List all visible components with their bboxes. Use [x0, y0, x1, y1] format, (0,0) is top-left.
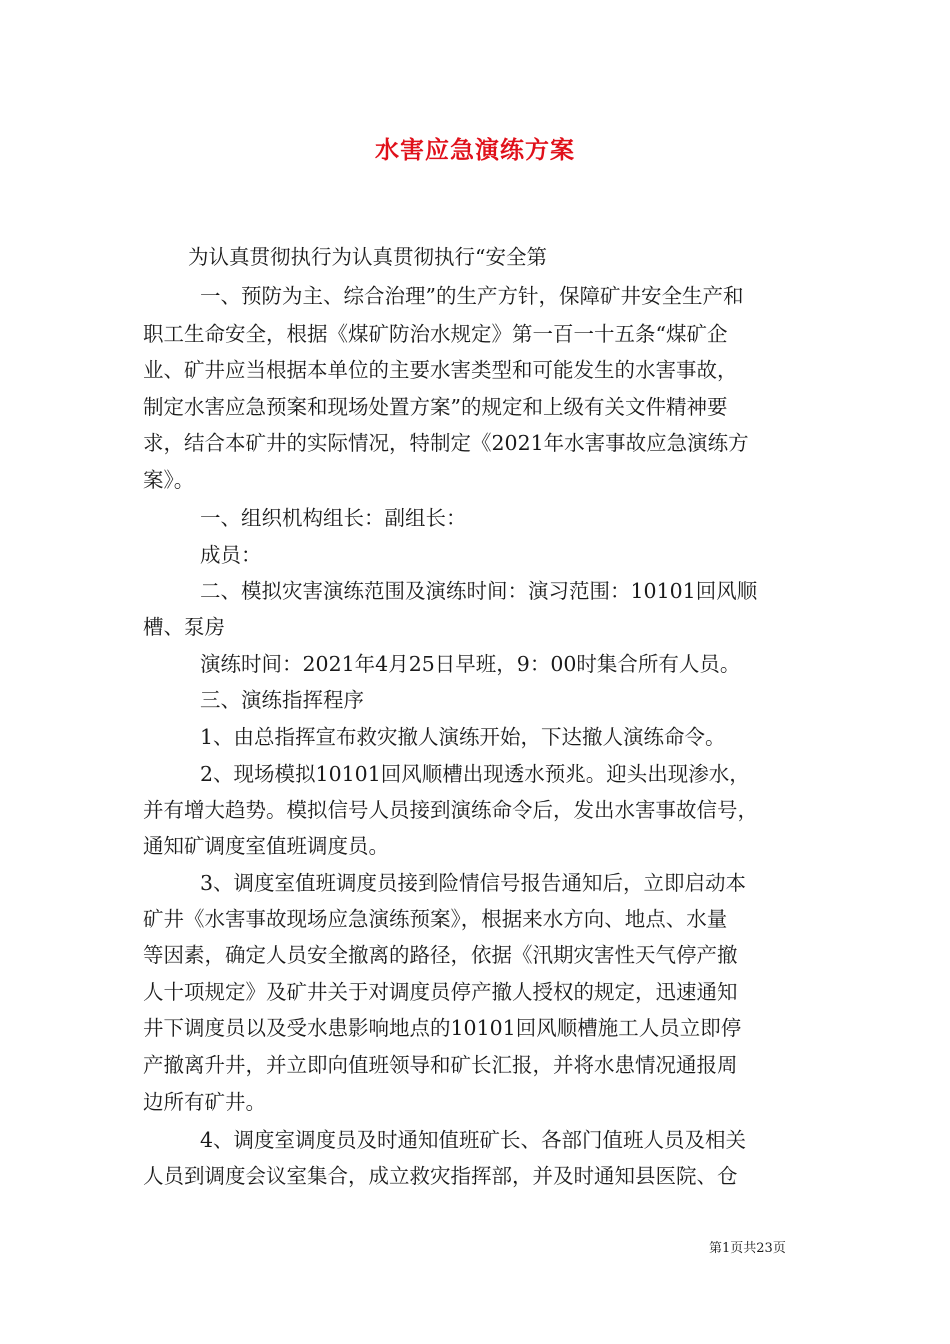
body-line: 产撤离升井，并立即向值班领导和矿长汇报，并将水患情况通报周 [143, 1053, 738, 1077]
body-line: 制定水害应急预案和现场处置方案”的规定和上级有关文件精神要 [143, 395, 728, 419]
body-line: 求，结合本矿井的实际情况，特制定《2021年水害事故应急演练方 [143, 431, 749, 455]
body-line: 2、现场模拟10101回风顺槽出现透水预兆。迎头出现渗水， [200, 762, 750, 786]
body-line: 人十项规定》及矿井关于对调度员停产撤人授权的规定，迅速通知 [143, 980, 738, 1004]
body-line: 一、组织机构组长：副组长： [200, 506, 467, 530]
body-line: 槽、泵房 [143, 615, 225, 639]
body-line: 边所有矿井。 [143, 1090, 266, 1114]
body-line: 矿井《水害事故现场应急演练预案》，根据来水方向、地点、水量 [143, 907, 728, 931]
body-line: 3、调度室值班调度员接到险情信号报告通知后，立即启动本 [200, 871, 747, 895]
body-line: 4、调度室调度员及时通知值班矿长、各部门值班人员及相关 [200, 1128, 747, 1152]
body-line: 一、预防为主、综合治理”的生产方针，保障矿井安全生产和 [200, 284, 744, 308]
body-line: 职工生命安全，根据《煤矿防治水规定》第一百一十五条“煤矿企 [143, 322, 728, 346]
page-number: 第1页共23页 [709, 1241, 786, 1256]
body-line: 井下调度员以及受水患影响地点的10101回风顺槽施工人员立即停 [143, 1016, 742, 1040]
body-line: 二、模拟灾害演练范围及演练时间：演习范围：10101回风顺 [200, 579, 758, 603]
body-line: 人员到调度会议室集合，成立救灾指挥部，并及时通知县医院、仓 [143, 1164, 738, 1188]
body-line: 三、演练指挥程序 [200, 688, 364, 712]
body-line: 业、矿井应当根据本单位的主要水害类型和可能发生的水害事故， [143, 358, 738, 382]
body-line: 1、由总指挥宣布救灾撤人演练开始，下达撤人演练命令。 [200, 725, 726, 749]
body-line: 演练时间：2021年4月25日早班，9：00时集合所有人员。 [200, 652, 741, 676]
body-line: 案》。 [143, 468, 195, 492]
body-line: 为认真贯彻执行为认真贯彻执行“安全第 [188, 245, 547, 269]
body-line: 成员： [200, 543, 262, 567]
body-line: 并有增大趋势。模拟信号人员接到演练命令后，发出水害事故信号， [143, 798, 758, 822]
body-line: 通知矿调度室值班调度员。 [143, 834, 389, 858]
document-title: 水害应急演练方案 [375, 135, 575, 164]
body-line: 等因素，确定人员安全撤离的路径，依据《汛期灾害性天气停产撤 [143, 943, 738, 967]
